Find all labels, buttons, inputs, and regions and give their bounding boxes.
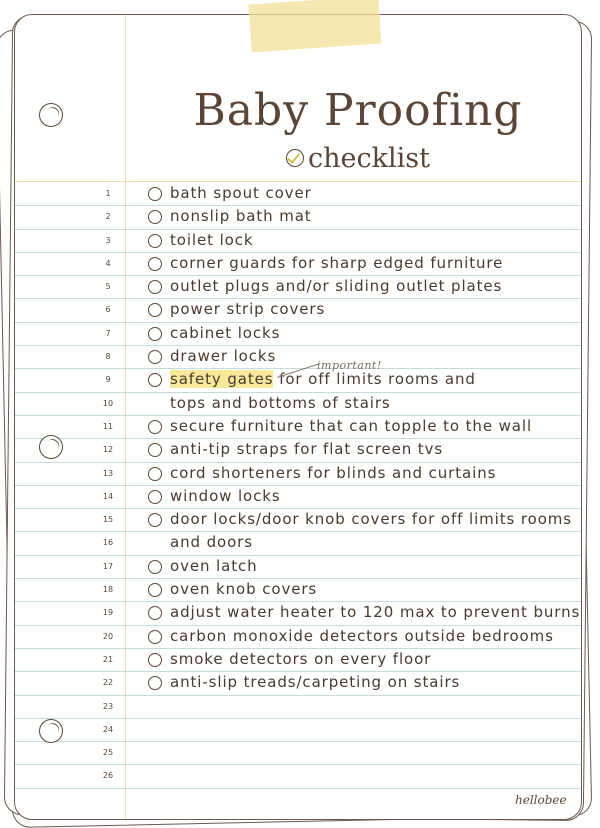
line-number: 25 [102,748,114,758]
checklist-row [15,323,581,346]
line-number: 18 [102,585,114,595]
checklist-row [15,532,581,555]
header-rule [15,181,581,182]
checkbox-circle[interactable] [148,583,162,597]
checklist-item-text: nonslip bath mat [170,207,312,226]
important-note: important! [317,359,382,372]
checkbox-circle[interactable] [148,467,162,481]
checkbox-circle[interactable] [148,560,162,574]
checklist-item-text [170,370,476,388]
line-number: 11 [102,421,114,431]
line-number: 9 [105,375,111,385]
checkbox-circle[interactable] [148,513,162,527]
checklist-item-text: adjust water heater to 120 max to prevent burns [170,603,581,622]
line-number: 16 [102,538,114,548]
checklist-row [15,206,581,229]
checkbox-circle[interactable] [148,676,162,690]
checklist-row [15,556,581,579]
checkbox-circle[interactable] [148,630,162,644]
checklist-item-text: carbon monoxide detectors outside bedrooms [170,626,554,645]
punch-hole-icon [39,103,63,127]
line-number: 12 [102,445,114,455]
checklist-row [15,765,581,788]
line-number: 13 [102,468,114,478]
page-subtitle: checklist [308,143,430,174]
line-number: 21 [102,654,114,664]
item-text-rest: for off limits rooms and [279,370,476,389]
checkbox-circle[interactable] [148,327,162,341]
checklist-row [15,393,581,416]
checklist-row [15,509,581,532]
checklist-item-text: window locks [170,486,281,505]
checkbox-circle[interactable] [148,490,162,504]
checklist-row [15,742,581,765]
checklist-item-text: secure furniture that can topple to the wall [170,416,533,435]
checklist-item-text: oven knob covers [170,580,318,599]
checklist-item-text: door locks/door knob covers for off limits rooms [170,510,573,529]
checklist-item-text: power strip covers [170,300,326,319]
checklist-item-text: smoke detectors on every floor [170,649,432,668]
highlighted-text: safety gates [170,370,274,389]
checkbox-circle[interactable] [148,373,162,387]
punch-hole-icon [39,719,63,743]
checklist-row [15,369,581,392]
line-number: 1 [105,189,111,198]
checklist-row [15,672,581,695]
checklist-row [15,649,581,672]
checkbox-circle[interactable] [148,420,162,434]
checkbox-circle[interactable] [148,280,162,294]
checklist-item-text: outlet plugs and/or sliding outlet plates [170,277,503,296]
checkbox-circle[interactable] [148,210,162,224]
checklist-row [15,719,581,742]
checklist-row [15,253,581,276]
line-number: 6 [105,305,111,315]
line-number: 4 [105,258,111,268]
subtitle-wrap [135,143,581,174]
line-number: 5 [105,282,111,292]
checklist-row [15,696,581,719]
checkbox-circle[interactable] [148,443,162,457]
line-number: 15 [102,515,114,525]
checklist-item-text: anti-tip straps for flat screen tvs [170,440,444,459]
checklist [15,183,581,789]
line-number: 23 [102,701,114,711]
checklist-item-text: and doors [170,533,253,552]
line-number: 8 [105,352,111,362]
checklist-item-text: cabinet locks [170,323,281,342]
checkbox-circle[interactable] [148,350,162,364]
checklist-row [15,602,581,625]
page-title: Baby Proofing [193,85,523,136]
checklist-row [15,276,581,299]
brand-logo: hellobee [515,793,567,807]
checkbox-circle[interactable] [148,187,162,201]
punch-hole-icon [39,435,63,459]
checklist-row [15,626,581,649]
checklist-item-text: drawer locks [170,347,277,366]
checklist-item-text: oven latch [170,556,258,575]
tape-strip [248,0,381,52]
checkmark-icon [286,149,304,167]
checklist-item-text: cord shorteners for blinds and curtains [170,463,497,482]
checkbox-circle[interactable] [148,303,162,317]
checklist-item-text: anti-slip treads/carpeting on stairs [170,673,461,692]
checklist-row [15,486,581,509]
checklist-row [15,463,581,486]
checkbox-circle[interactable] [148,234,162,248]
line-number: 24 [102,724,114,734]
checkbox-circle[interactable] [148,606,162,620]
checklist-row [15,183,581,206]
checklist-row [15,230,581,253]
checklist-item-text: toilet lock [170,230,254,249]
checkbox-circle[interactable] [148,257,162,271]
checklist-row [15,439,581,462]
checklist-row [15,299,581,322]
checklist-item-text: bath spout cover [170,184,312,202]
checklist-page [14,14,582,820]
line-number: 14 [102,491,114,501]
line-number: 17 [102,561,114,571]
line-number: 26 [102,771,114,781]
line-number: 20 [102,631,114,641]
line-number: 19 [102,608,114,618]
checklist-item-text: tops and bottoms of stairs [170,393,391,412]
line-number: 10 [102,398,114,408]
checklist-row [15,416,581,439]
line-number: 22 [102,678,114,688]
line-number: 7 [105,328,111,338]
line-number: 2 [105,212,111,222]
checklist-row [15,579,581,602]
line-number: 3 [105,235,111,245]
checkbox-circle[interactable] [148,653,162,667]
checklist-item-text: corner guards for sharp edged furniture [170,253,504,272]
checklist-row [15,346,581,369]
